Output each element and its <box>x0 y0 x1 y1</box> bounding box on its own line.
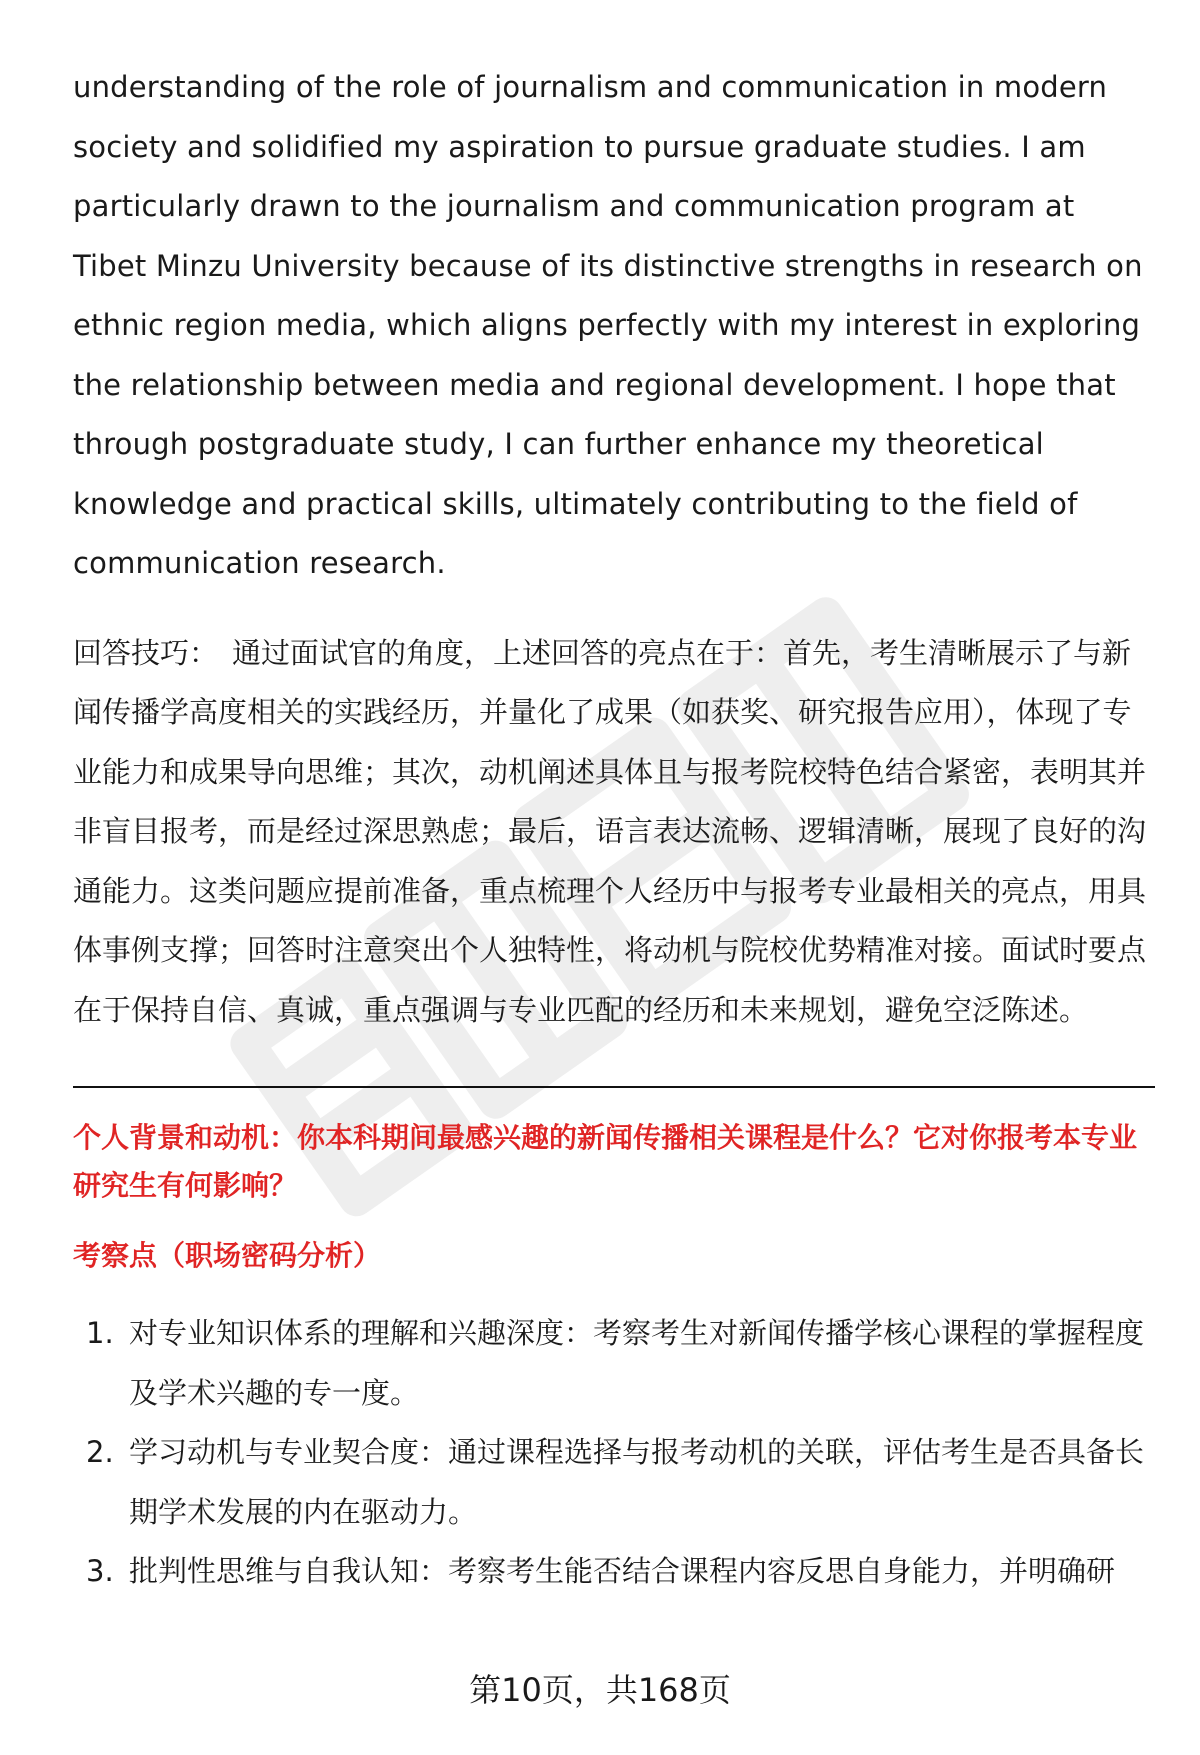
answer-tips-paragraph <box>73 624 1153 1041</box>
question-heading: 个人背景和动机：你本科期间最感兴趣的新闻传播相关课程是什么？它对你报考本专业研究生有何影响？ <box>73 1121 1138 1202</box>
section-divider <box>73 1086 1155 1088</box>
page-number-footer: 第10页，共168页 <box>469 1671 731 1709</box>
list-item-number: 2. <box>86 1435 114 1469</box>
answer-paragraph-english: understanding of the role of journalism and communication in modern society and solidified my aspiration to pursue graduate studies. I am particularly drawn to the journalism and communication program at Tibet Minzu University because of its distinctive strengths in research on ethnic region media, which aligns perfectly with my interest in exploring the relationship between media and regional development. I hope that through postgraduate study, I can further enhance my theoretical knowledge and practical skills, ultimately contributing to the field of communication research. <box>73 70 1143 580</box>
list-item-text: 对专业知识体系的理解和兴趣深度：考察考生对新闻传播学核心课程的掌握程度及学术兴趣的专一度。 <box>129 1316 1145 1410</box>
list-item <box>73 1423 1153 1542</box>
tips-text: 通过面试官的角度，上述回答的亮点在于：首先，考生清晰展示了与新闻传播学高度相关的实践经历，并量化了成果（如获奖、研究报告应用），体现了专业能力和成果导向思维；其次，动机阐述具体且与报考院校特色结合紧密，表明其并非盲目报考，而是经过深思熟虑；最后，语言表达流畅、逻辑清晰，展现了良好的沟通能力。这类问题应提前准备，重点梳理个人经历中与报考专业最相关的亮点，用具体事例支撑；回答时注意突出个人独特性，将动机与院校优势精准对接。面试时要点在于保持自信、真诚，重点强调与专业匹配的经历和未来规划，避免空泛陈述。 <box>73 635 1147 1027</box>
assessment-points-list <box>73 1304 1153 1602</box>
list-item-text: 学习动机与专业契合度：通过课程选择与报考动机的关联，评估考生是否具备长期学术发展的内在驱动力。 <box>129 1435 1145 1529</box>
tips-label: 回答技巧： <box>73 635 219 670</box>
page-content <box>73 58 1153 1602</box>
list-item-text: 批判性思维与自我认知：考察考生能否结合课程内容反思自身能力，并明确研 <box>129 1554 1116 1588</box>
list-item <box>73 1542 1153 1602</box>
list-item-number: 1. <box>86 1316 114 1350</box>
list-item <box>73 1304 1153 1423</box>
assessment-points-title: 考察点（职场密码分析） <box>73 1239 382 1272</box>
list-item-number: 3. <box>86 1554 114 1588</box>
